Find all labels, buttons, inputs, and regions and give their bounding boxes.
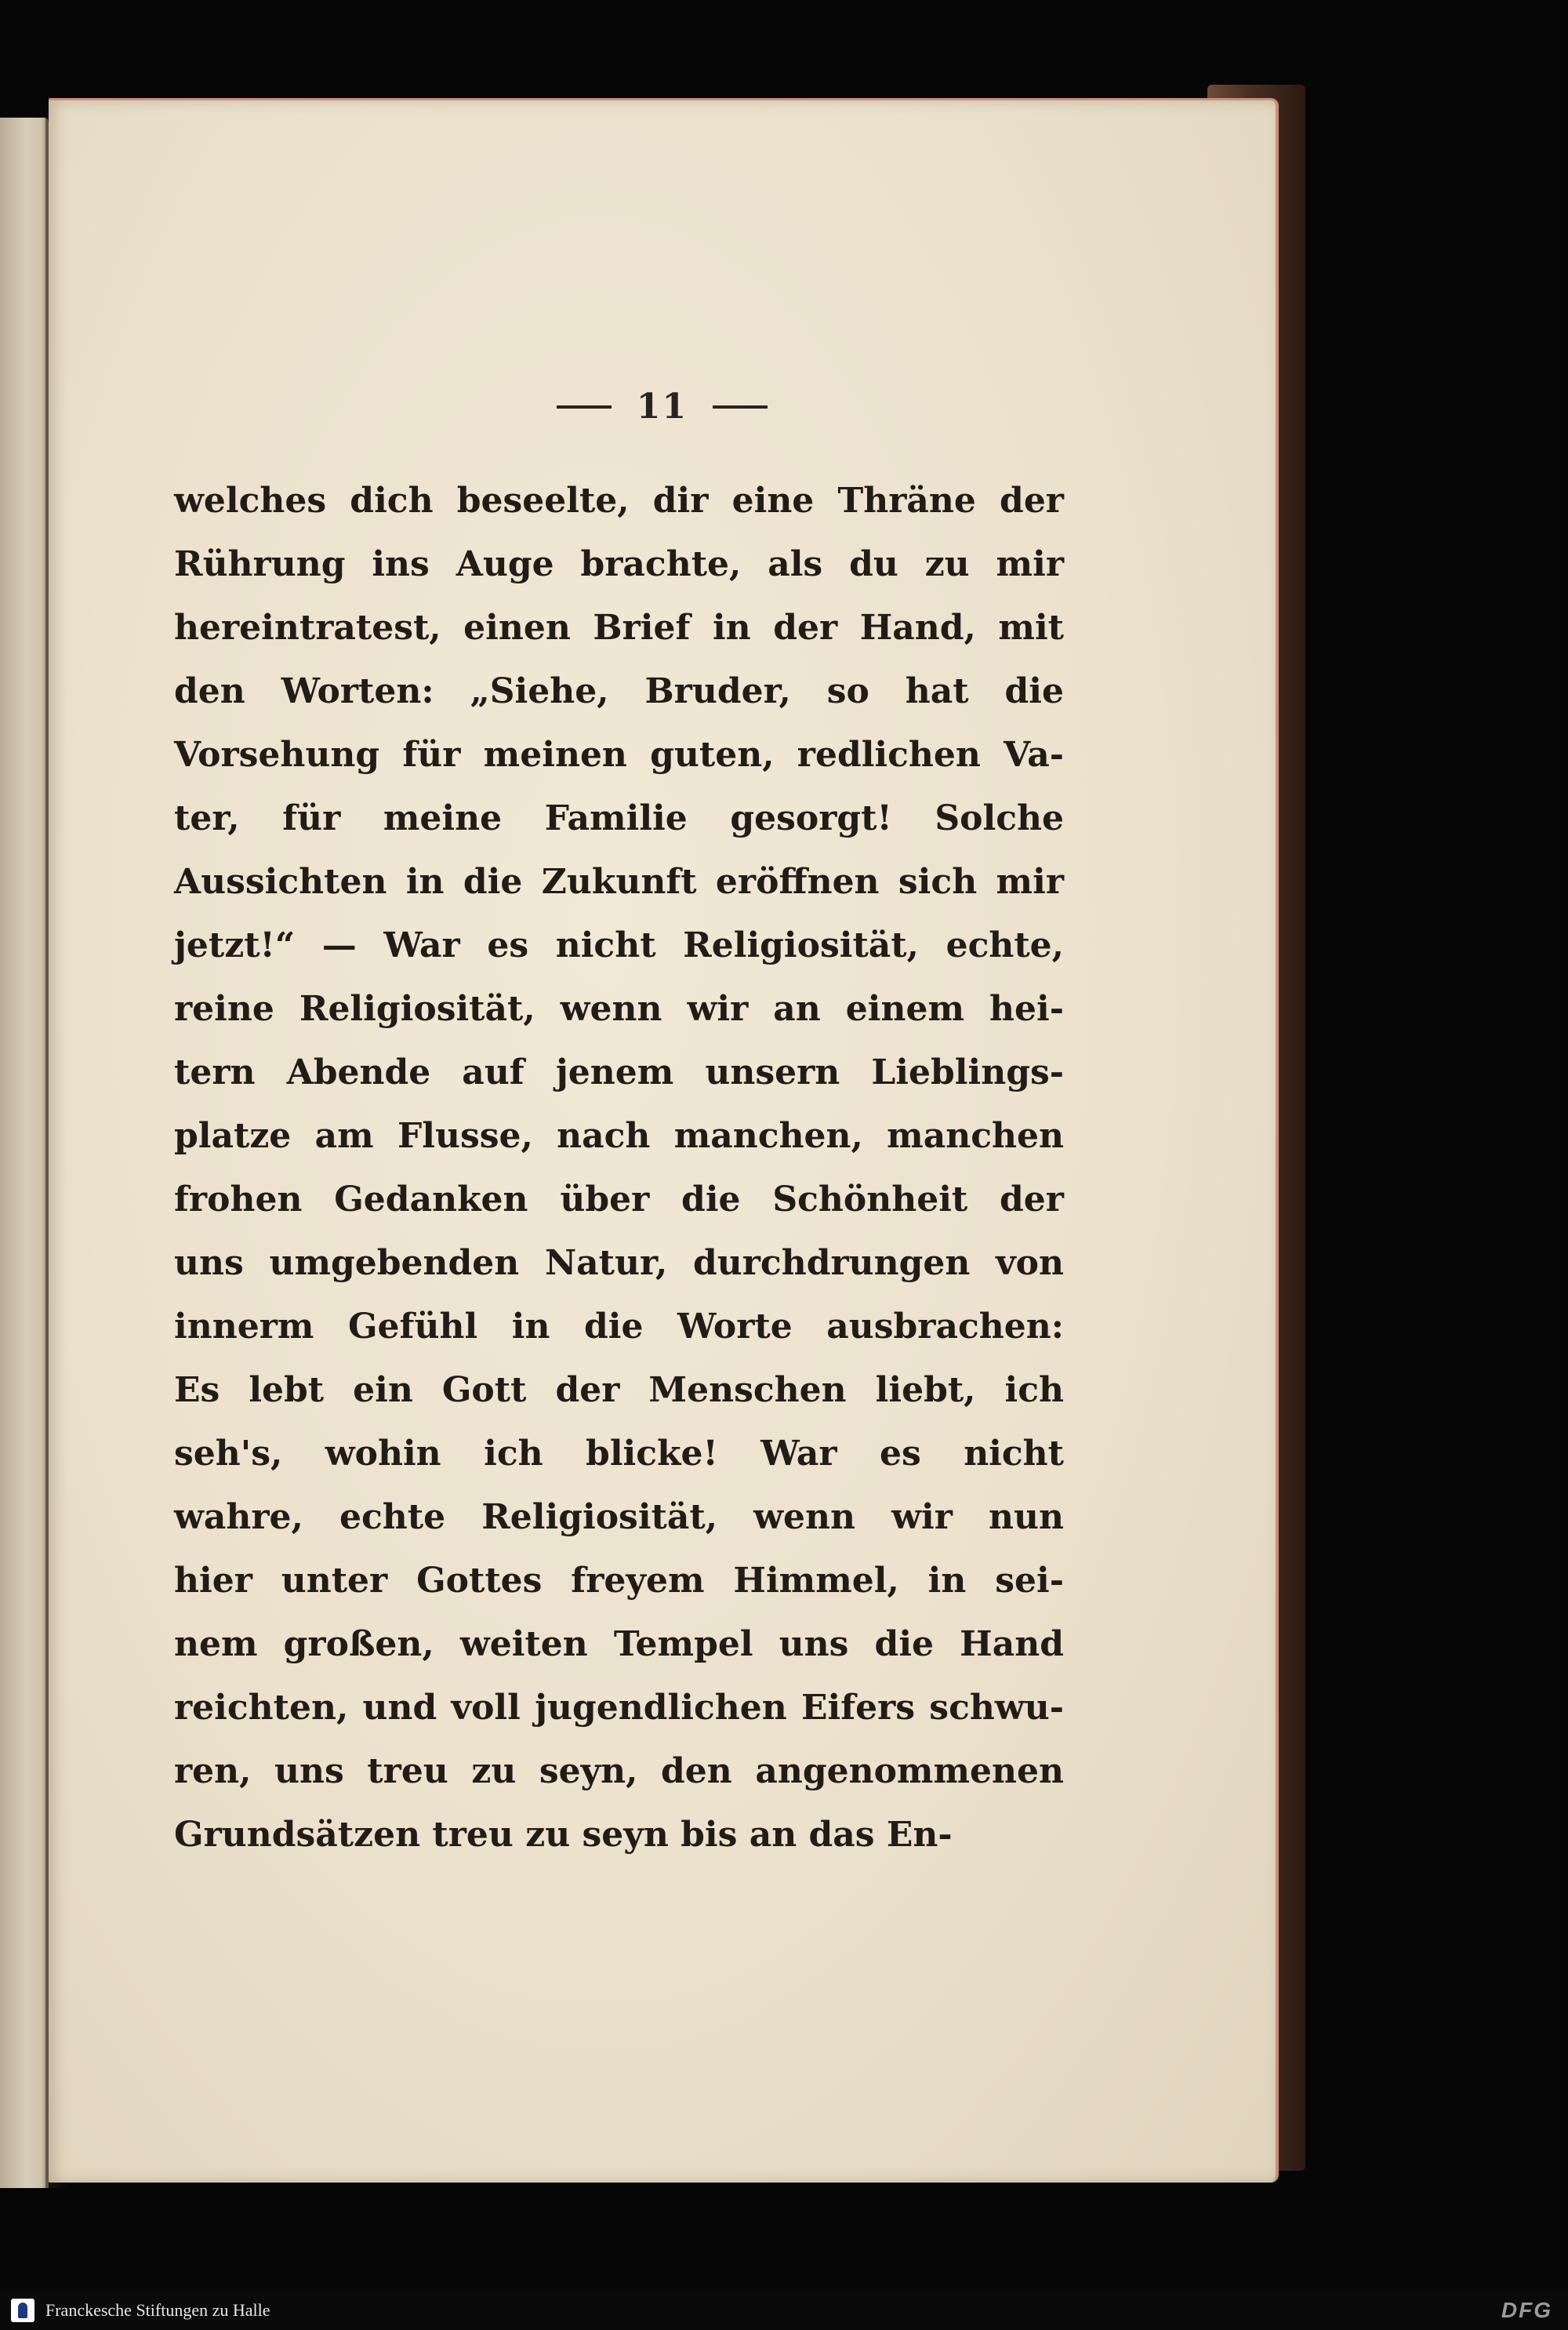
text-line: wahre, echte Religiosität, wenn wir nun [174, 1497, 1064, 1537]
header-dash-right [713, 405, 768, 409]
text-line: Rührung ins Auge brachte, als du zu mir [174, 544, 1064, 584]
text-line: hier unter Gottes freyem Himmel, in sei- [174, 1561, 1064, 1601]
text-line: reichten, und voll jugendlichen Eifers schwu- [174, 1688, 1064, 1728]
text-line: platze am Flusse, nach manchen, manchen [174, 1116, 1064, 1156]
dfg-logo-text: DFG [1501, 2298, 1552, 2322]
text-line: den Worten: „Siehe, Bruder, so hat die [174, 671, 1064, 711]
text-line: reine Religiosität, wenn wir an einem hei- [174, 989, 1064, 1029]
page-number: 11 [636, 387, 688, 427]
archive-footer-bar [0, 2291, 1568, 2330]
text-line: Grundsätzen treu zu seyn bis an das En- [174, 1815, 953, 1855]
text-line: nem großen, weiten Tempel uns die Hand [174, 1624, 1064, 1664]
institution-name: Franckesche Stiftungen zu Halle [45, 2300, 270, 2320]
text-line: innerm Gefühl in die Worte ausbrachen: [174, 1307, 1064, 1347]
previous-page-edge [0, 118, 49, 2188]
text-line: ren, uns treu zu seyn, den angenommenen [174, 1751, 1064, 1791]
text-line: frohen Gedanken über die Schönheit der [174, 1180, 1064, 1220]
book-page [49, 98, 1279, 2183]
text-line: tern Abende auf jenem unsern Lieblings- [174, 1052, 1064, 1092]
body-text [174, 469, 1064, 1867]
text-line: hereintratest, einen Brief in der Hand, mit [174, 608, 1064, 648]
text-line: Vorsehung für meinen guten, redlichen Va- [174, 735, 1064, 775]
text-line: jetzt!“ — War es nicht Religiosität, echte, [174, 925, 1064, 965]
text-line: uns umgebenden Natur, durchdrungen von [174, 1243, 1064, 1283]
text-line: ter, für meine Familie gesorgt! Solche [174, 798, 1064, 838]
foundation-crest-icon [11, 2299, 34, 2322]
text-line: welches dich beseelte, dir eine Thräne der [174, 481, 1064, 521]
text-line: Aussichten in die Zukunft eröffnen sich mir [174, 862, 1064, 902]
text-line: Es lebt ein Gott der Menschen liebt, ich [174, 1370, 1064, 1410]
header-dash-left [557, 405, 612, 409]
page-header [49, 384, 1276, 427]
text-line: seh's, wohin ich blicke! War es nicht [174, 1434, 1064, 1474]
